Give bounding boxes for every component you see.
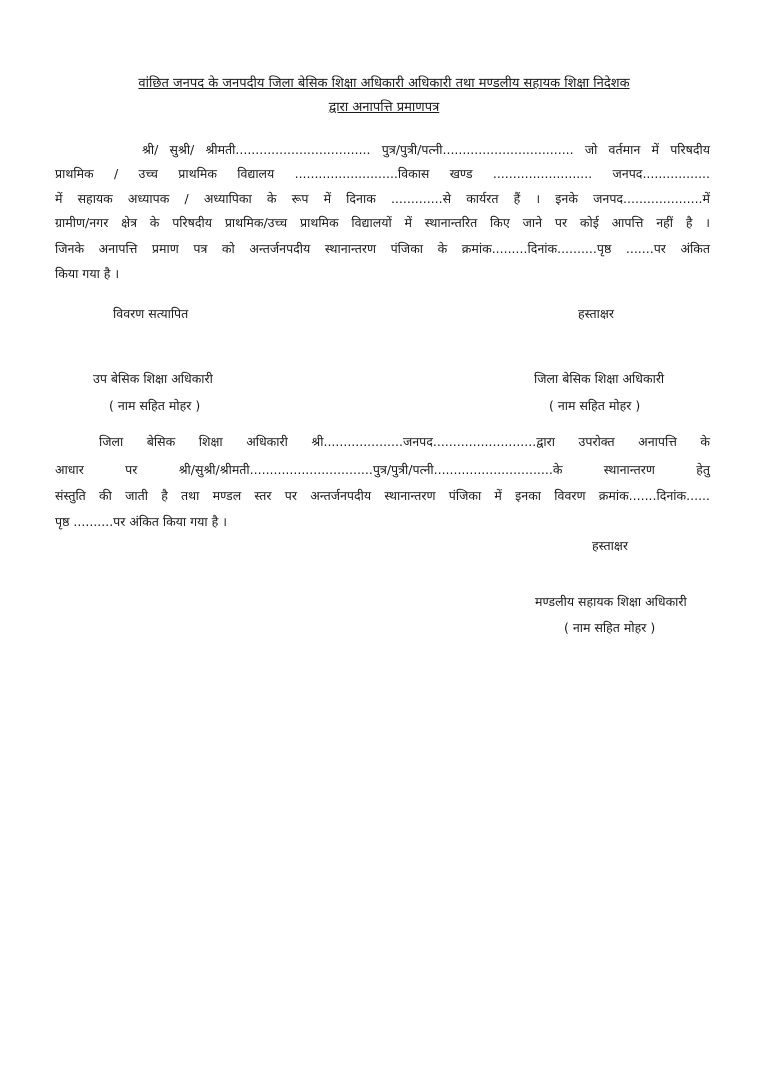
para1-line-2: प्राथमिक / उच्च प्राथमिक विद्यालय ..........................विकास खण्ड ......................... जनपद................. xyxy=(55,166,710,181)
para1-line-5: जिनके अनापत्ति प्रमाण पत्र को अन्तर्जनपदीय स्थानान्तरण पंजिका के क्रमांक.........दिनांक..........पृष्ठ .......पर अंकित xyxy=(55,241,710,256)
district-officer-label: जिला बेसिक शिक्षा अधिकारी xyxy=(534,371,665,386)
document-title-line-1: वांछित जनपद के जनपदीय जिला बेसिक शिक्षा अधिकारी अधिकारी तथा मण्डलीय सहायक शिक्षा निदेशक xyxy=(138,76,630,91)
para2-line-2: आधार पर श्री/सुश्री/श्रीमती...............................पुत्र/पुत्री/पत्नी..............................के स्थानान्तरण हेतु xyxy=(55,462,710,477)
signature-label-2: हस्ताक्षर xyxy=(592,538,628,553)
para1-line-6: किया गया है । xyxy=(55,266,120,281)
district-seal-label: ( नाम सहित मोहर ) xyxy=(549,398,641,413)
para1-line-4: ग्रामीण/नगर क्षेत्र के परिषदीय प्राथमिक/उच्च प्राथमिक विद्यालयों में स्थानान्तरित किए जाने पर कोई आपत्ति नहीं है । xyxy=(55,215,710,230)
document-title-line-2: द्वारा अनापत्ति प्रमाणपत्र xyxy=(328,100,440,115)
para2-line-1: जिला बेसिक शिक्षा अधिकारी श्री....................जनपद..........................द्वारा उपरोक्त अनापत्ति के xyxy=(99,434,711,449)
para1-line-1: श्री/ सुश्री/ श्रीमती.................................. पुत्र/पुत्री/पत्नी................................. जो वर्तमान में परिषदीय xyxy=(142,142,710,157)
para2-line-4: पृष्ठ ..........पर अंकित किया गया है । xyxy=(55,514,227,529)
deputy-seal-label: ( नाम सहित मोहर ) xyxy=(109,398,201,413)
verified-label: विवरण सत्यापित xyxy=(113,306,189,321)
divisional-seal-label: ( नाम सहित मोहर ) xyxy=(564,620,656,635)
para2-line-3: संस्तुति की जाती है तथा मण्डल स्तर पर अन्तर्जनपदीय स्थानान्तरण पंजिका में इनका विवरण क्रमांक.......दिनांक...... xyxy=(55,488,710,503)
signature-label-1: हस्ताक्षर xyxy=(578,306,614,321)
deputy-officer-label: उप बेसिक शिक्षा अधिकारी xyxy=(93,371,213,386)
divisional-officer-label: मण्डलीय सहायक शिक्षा अधिकारी xyxy=(535,594,687,609)
para1-line-3: में सहायक अध्यापक / अध्यापिका के रूप में दिनाक .............से कार्यरत हैं । इनके जनपद....................में xyxy=(55,191,710,206)
